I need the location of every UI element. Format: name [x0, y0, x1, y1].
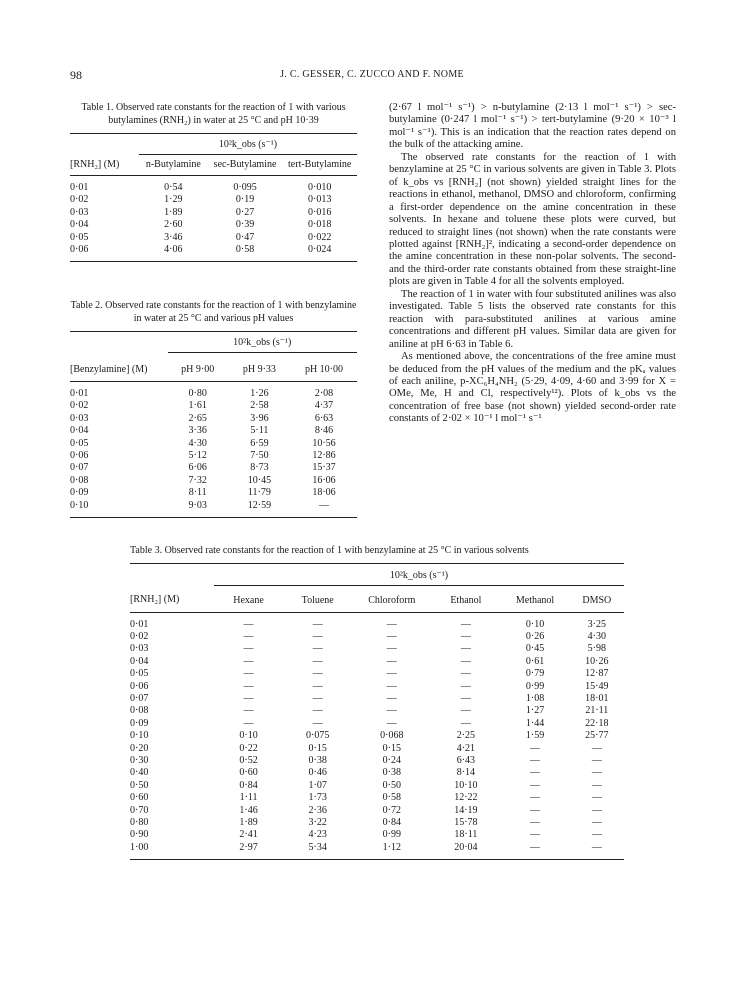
table-cell: 7·50	[250, 450, 269, 462]
table-row	[70, 462, 357, 474]
table-cell: —	[386, 692, 397, 704]
table-row	[130, 805, 624, 817]
table-cell: 0·40	[130, 767, 149, 779]
table-2-span-header: 10²k_obs (s⁻¹)	[168, 332, 357, 353]
table-cell: —	[243, 692, 254, 704]
table-cell: —	[318, 499, 329, 511]
table-cell: 0·02	[70, 194, 89, 206]
table-cell: —	[591, 754, 602, 766]
table-cell: —	[460, 692, 471, 704]
table-cell: 25·77	[585, 730, 609, 742]
table-cell: —	[243, 643, 254, 655]
table-cell: —	[386, 680, 397, 692]
table-cell: —	[591, 792, 602, 804]
table-cell: 0·03	[70, 412, 89, 424]
table-cell: —	[591, 817, 602, 828]
table-cell: —	[591, 767, 602, 779]
table-cell: 1·08	[525, 692, 545, 704]
table-cell: 0·22	[239, 742, 258, 754]
table-cell: —	[591, 742, 602, 754]
table-cell: 0·013	[308, 194, 332, 206]
table-row	[130, 619, 624, 631]
table-1-col-header: [RNH₂] (M)	[70, 158, 120, 170]
table-1	[70, 102, 357, 262]
table-cell: 3·46	[164, 231, 183, 243]
table-cell: —	[386, 618, 397, 630]
table-cell: 0·72	[382, 804, 401, 816]
table-cell: —	[530, 742, 541, 754]
table-cell: 8·73	[250, 462, 269, 474]
paragraph: (2·67 l mol⁻¹ s⁻¹) > n-butylamine (2·13 l mol⁻¹ s⁻¹) > sec-butylamine (0·247 l mol⁻¹ s⁻¹) > tert-butylamine (9·20 × 10⁻³ l mol⁻¹ s⁻¹). This is an indication that the reaction rates depend on the bulk of the attacking amine.	[389, 102, 676, 151]
table-cell: 8·11	[188, 487, 207, 499]
table-cell: 9·03	[188, 499, 207, 511]
table-cell: 12·86	[312, 450, 336, 462]
table-cell: —	[312, 655, 323, 667]
table-row	[130, 656, 624, 668]
table-cell: —	[312, 668, 323, 680]
table-cell: 16·06	[312, 474, 336, 486]
table-cell: 2·25	[456, 730, 476, 742]
paragraph: As mentioned above, the concentrations of the free amine must be deduced from the pH values of the medium and the pKₐ values of each aniline, p-XC₆H₄NH₂ (5·29, 4·09, 4·60 and 3·99 for X = OMe, Me, H and Cl, respectively¹²). Plots of k_obs vs the concentration of free base (not shown) yielded second-order rate constants of 2·02 × 10⁻¹ l mol⁻¹ s⁻¹	[389, 351, 676, 425]
table-cell: 21·11	[585, 705, 609, 717]
table-cell: 0·05	[70, 437, 89, 449]
table-cell: —	[460, 717, 471, 729]
table-1-span-header: 10²k_obs (s⁻¹)	[139, 134, 357, 155]
table-cell: —	[460, 643, 471, 655]
table-row	[130, 693, 624, 705]
table-cell: 0·07	[70, 462, 89, 474]
table-cell: 0·39	[235, 219, 255, 231]
table-cell: 1·29	[164, 194, 183, 206]
table-cell: 2·36	[308, 804, 327, 816]
table-cell: 1·26	[250, 388, 269, 399]
table-cell: 22·18	[585, 717, 609, 729]
table-cell: 0·58	[235, 244, 255, 256]
table-cell: 0·022	[308, 231, 332, 243]
table-cell: 0·90	[130, 829, 149, 841]
table-row	[130, 755, 624, 767]
table-2-col-header: pH 10·00	[304, 364, 344, 375]
table-cell: 4·37	[314, 400, 334, 412]
table-cell: 0·09	[130, 717, 149, 729]
table-cell: 12·59	[247, 499, 272, 511]
table-cell: 6·59	[250, 437, 269, 449]
table-cell: 14·19	[454, 804, 478, 816]
table-cell: 0·06	[70, 450, 89, 462]
table-row	[70, 425, 357, 437]
table-cell: 0·70	[130, 804, 149, 816]
table-row	[130, 643, 624, 655]
table-cell: 0·84	[239, 779, 258, 791]
table-row	[70, 438, 357, 450]
table-cell: 0·10	[239, 730, 258, 742]
table-cell: —	[243, 705, 254, 717]
table-cell: 1·59	[525, 730, 545, 742]
table-cell: 20·04	[454, 841, 478, 853]
table-cell: 5·34	[308, 841, 327, 853]
table-cell: 3·22	[308, 817, 327, 828]
table-cell: 10·26	[585, 655, 609, 667]
table-cell: 0·10	[130, 730, 149, 742]
table-1-col-header: sec-Butylamine	[213, 159, 277, 170]
table-cell: —	[460, 618, 471, 630]
table-3-caption: Table 3. Observed rate constants for the reaction of 1 with benzylamine at 25 °C in various solvents	[130, 545, 529, 556]
table-cell: —	[312, 643, 323, 655]
table-row	[130, 681, 624, 693]
table-cell: 0·08	[130, 705, 149, 717]
table-cell: 0·46	[308, 767, 327, 779]
table-cell: 4·06	[164, 244, 183, 256]
table-cell: —	[530, 817, 541, 828]
paragraph: The reaction of 1 in water with four substituted anilines was also investigated. Table 5 lists the observed rate constants for this reaction with para-substituted anilines at various amine concentrations and different pH values. Similar data are given for aniline at pH 6·63 in Table 6.	[389, 288, 676, 350]
table-cell: —	[243, 668, 254, 680]
table-cell: 18·11	[454, 829, 478, 841]
table-row	[130, 829, 624, 841]
table-cell: 0·075	[306, 730, 330, 742]
table-cell: 15·37	[312, 462, 336, 474]
table-2-col-header: pH 9·00	[181, 364, 215, 375]
table-cell: —	[591, 829, 602, 841]
table-cell: 0·84	[382, 817, 401, 828]
table-cell: 2·65	[188, 412, 207, 424]
table-cell: 5·98	[587, 643, 606, 655]
table-cell: 0·04	[130, 655, 149, 667]
table-cell: —	[530, 792, 541, 804]
table-2-caption: Table 2. Observed rate constants for the reaction of 1 with benzylamine in water at 25 °C and various pH values	[70, 300, 357, 324]
table-cell: 0·068	[380, 730, 404, 742]
table-cell: 3·96	[250, 412, 269, 424]
table-cell: 0·10	[525, 618, 545, 630]
table-row	[70, 182, 357, 194]
table-cell: 0·58	[382, 792, 401, 804]
table-cell: 0·47	[235, 231, 255, 243]
table-cell: —	[386, 705, 397, 717]
table-cell: —	[460, 680, 471, 692]
table-cell: 12·87	[585, 668, 609, 680]
table-cell: 1·00	[130, 841, 149, 853]
table-cell: 0·05	[130, 668, 149, 680]
table-cell: 5·11	[250, 425, 269, 437]
table-cell: 1·11	[239, 792, 258, 804]
table-cell: —	[386, 655, 397, 667]
table-cell: 1·44	[525, 717, 545, 729]
table-cell: 11·79	[247, 487, 271, 499]
table-cell: —	[386, 643, 397, 655]
table-row	[70, 219, 357, 231]
table-cell: 0·024	[308, 244, 332, 256]
table-cell: 2·41	[239, 829, 258, 841]
table-cell: 4·21	[456, 742, 476, 754]
table-cell: —	[312, 618, 323, 630]
table-cell: 2·08	[314, 388, 334, 399]
table-cell: 0·06	[70, 244, 89, 256]
table-row	[70, 450, 357, 462]
table-cell: 0·01	[70, 182, 89, 193]
table-cell: 0·30	[130, 754, 149, 766]
table-cell: 10·10	[454, 779, 478, 791]
table-1-caption: Table 1. Observed rate constants for the reaction of 1 with various butylamines (RNH₂) in water at 25 °C and pH 10·39	[81, 102, 346, 126]
table-cell: —	[460, 630, 471, 642]
table-cell: —	[312, 680, 323, 692]
table-2-col-header: [Benzylamine] (M)	[70, 363, 148, 375]
table-cell: 10·56	[312, 437, 336, 449]
table-cell: —	[530, 779, 541, 791]
table-row	[130, 730, 624, 742]
table-row	[70, 232, 357, 244]
table-row	[70, 487, 357, 499]
table-cell: 0·02	[130, 630, 149, 642]
running-header-authors: J. C. GESSER, C. ZUCCO AND F. NOME	[280, 69, 464, 80]
table-cell: 1·46	[239, 804, 258, 816]
table-row	[130, 718, 624, 730]
table-cell: —	[530, 829, 541, 841]
table-cell: —	[460, 655, 471, 667]
table-cell: 0·018	[308, 219, 332, 231]
table-row	[70, 194, 357, 206]
table-cell: —	[591, 841, 602, 853]
table-cell: —	[243, 717, 254, 729]
table-cell: —	[530, 841, 541, 853]
table-3	[130, 545, 624, 860]
table-cell: —	[312, 705, 323, 717]
table-3-col-header: Hexane	[233, 594, 264, 606]
table-cell: 15·49	[585, 680, 609, 692]
table-1-body	[70, 176, 357, 262]
table-3-col-header: Methanol	[515, 594, 555, 606]
table-cell: 0·45	[525, 643, 545, 655]
table-cell: —	[386, 717, 397, 729]
table-3-col-header: DMSO	[582, 594, 612, 606]
table-row	[130, 767, 624, 779]
table-cell: 1·12	[382, 841, 401, 853]
table-cell: 2·60	[164, 219, 183, 231]
table-cell: 0·04	[70, 425, 89, 437]
table-3-span-header: 10²k_obs (s⁻¹)	[214, 563, 624, 585]
table-cell: 0·02	[70, 400, 89, 412]
table-row	[130, 705, 624, 717]
table-cell: 0·07	[130, 692, 149, 704]
table-cell: —	[530, 767, 541, 779]
table-row	[130, 792, 624, 804]
table-row	[70, 500, 357, 518]
table-cell: —	[312, 717, 323, 729]
table-cell: 1·89	[164, 206, 183, 218]
table-cell: 0·04	[70, 219, 89, 231]
table-1-col-header: tert-Butylamine	[288, 159, 352, 170]
table-cell: 0·38	[308, 754, 327, 766]
table-cell: 0·095	[233, 182, 257, 193]
table-cell: —	[243, 680, 254, 692]
table-3-col-header: [RNH₂] (M)	[130, 594, 180, 606]
table-cell: 0·03	[70, 206, 89, 218]
table-cell: 12·22	[454, 792, 478, 804]
page-number: 98	[70, 68, 82, 82]
table-cell: 0·99	[525, 680, 545, 692]
table-cell: —	[460, 668, 471, 680]
table-row	[130, 842, 624, 860]
table-cell: —	[243, 655, 254, 667]
table-3-col-header: Chloroform	[368, 594, 416, 606]
table-cell: 2·97	[239, 841, 258, 853]
table-cell: 0·05	[70, 231, 89, 243]
table-cell: —	[386, 668, 397, 680]
table-2-body	[70, 382, 357, 518]
table-cell: 4·30	[188, 437, 207, 449]
table-cell: 4·23	[308, 829, 327, 841]
table-cell: 0·54	[164, 182, 183, 193]
table-cell: 0·15	[382, 742, 401, 754]
table-cell: 6·43	[456, 754, 476, 766]
table-cell: 0·10	[70, 499, 89, 511]
table-row	[130, 668, 624, 680]
table-cell: —	[460, 705, 471, 717]
table-cell: 0·010	[308, 182, 332, 193]
table-cell: 1·61	[188, 400, 207, 412]
table-cell: —	[312, 630, 323, 642]
table-row	[70, 400, 357, 412]
table-cell: —	[312, 692, 323, 704]
table-cell: —	[243, 630, 254, 642]
table-cell: 0·52	[239, 754, 258, 766]
table-cell: 2·58	[250, 400, 269, 412]
table-cell: 1·07	[308, 779, 327, 791]
table-cell: 0·60	[239, 767, 258, 779]
table-cell: 3·25	[587, 618, 606, 630]
table-cell: 6·63	[314, 412, 334, 424]
table-cell: —	[591, 804, 602, 816]
table-row	[70, 207, 357, 219]
table-row	[130, 780, 624, 792]
table-cell: 0·26	[525, 630, 545, 642]
table-cell: —	[243, 618, 254, 630]
table-cell: —	[530, 804, 541, 816]
table-cell: 7·32	[188, 474, 207, 486]
table-cell: 8·46	[314, 425, 334, 437]
table-cell: 1·89	[239, 817, 258, 828]
table-cell: 0·24	[382, 754, 401, 766]
table-cell: 1·27	[525, 705, 545, 717]
table-cell: 0·06	[130, 680, 149, 692]
table-cell: 10·45	[247, 474, 272, 486]
table-cell: 18·06	[312, 487, 336, 499]
table-3-grid	[130, 563, 624, 861]
table-cell: 0·01	[70, 388, 89, 399]
table-cell: 0·99	[382, 829, 401, 841]
table-cell: 0·27	[235, 206, 255, 218]
table-cell: 0·19	[235, 194, 255, 206]
table-2-grid	[70, 331, 357, 518]
table-cell: 0·03	[130, 643, 149, 655]
table-cell: —	[386, 630, 397, 642]
table-cell: 0·50	[130, 779, 149, 791]
table-cell: 0·50	[382, 779, 401, 791]
table-cell: 0·08	[70, 474, 89, 486]
table-cell: 0·80	[130, 817, 149, 828]
table-3-col-header: Ethanol	[450, 594, 482, 606]
table-row	[70, 388, 357, 400]
table-cell: 0·01	[130, 618, 149, 630]
table-cell: 0·38	[382, 767, 401, 779]
table-cell: 5·12	[188, 450, 207, 462]
body-text-column	[389, 102, 676, 426]
table-row	[130, 631, 624, 643]
table-cell: —	[591, 779, 602, 791]
table-cell: —	[530, 754, 541, 766]
paragraph: The observed rate constants for the reaction of 1 with benzylamine at 25 °C in various solvents are given in Table 3. Plots of k_obs vs [RNH₂] (not shown) yielded straight lines for the reactions in ethanol, methanol, DMSO and chloroform, confirming a first-order dependence on the amine concentration in these solvents. In hexane and toluene these plots were curved, but reduced to straight lines (not shown) when the rate constants were plotted against [RNH₂]², indicating a second-order dependence on the amine concentration in these non-polar solvents. The second- and the third-order rate constants obtained from these straight-line plots are given in Table 4 for all the solvents employed.	[389, 151, 676, 288]
table-cell: 6·06	[188, 462, 207, 474]
table-cell: 0·15	[308, 742, 327, 754]
table-cell: 1·73	[308, 792, 327, 804]
table-cell: 0·60	[130, 792, 149, 804]
table-3-col-header: Toluene	[301, 594, 334, 606]
table-cell: 4·30	[587, 630, 606, 642]
table-2-col-header: pH 9·33	[242, 364, 276, 375]
table-row	[130, 743, 624, 755]
table-1-col-header: n-Butylamine	[145, 159, 201, 170]
table-row	[70, 244, 357, 262]
table-cell: 0·20	[130, 742, 149, 754]
table-3-body	[130, 612, 624, 860]
table-row	[70, 475, 357, 487]
table-cell: 0·016	[308, 206, 332, 218]
table-cell: 0·09	[70, 487, 89, 499]
table-row	[130, 817, 624, 829]
table-cell: 0·79	[525, 668, 545, 680]
table-row	[70, 413, 357, 425]
table-cell: 15·78	[454, 817, 478, 828]
table-cell: 3·36	[188, 425, 207, 437]
table-cell: 0·61	[525, 655, 545, 667]
table-1-grid	[70, 133, 357, 262]
table-cell: 18·01	[585, 692, 609, 704]
table-cell: 8·14	[456, 767, 476, 779]
table-2	[70, 300, 357, 518]
table-cell: 0·80	[188, 388, 207, 399]
